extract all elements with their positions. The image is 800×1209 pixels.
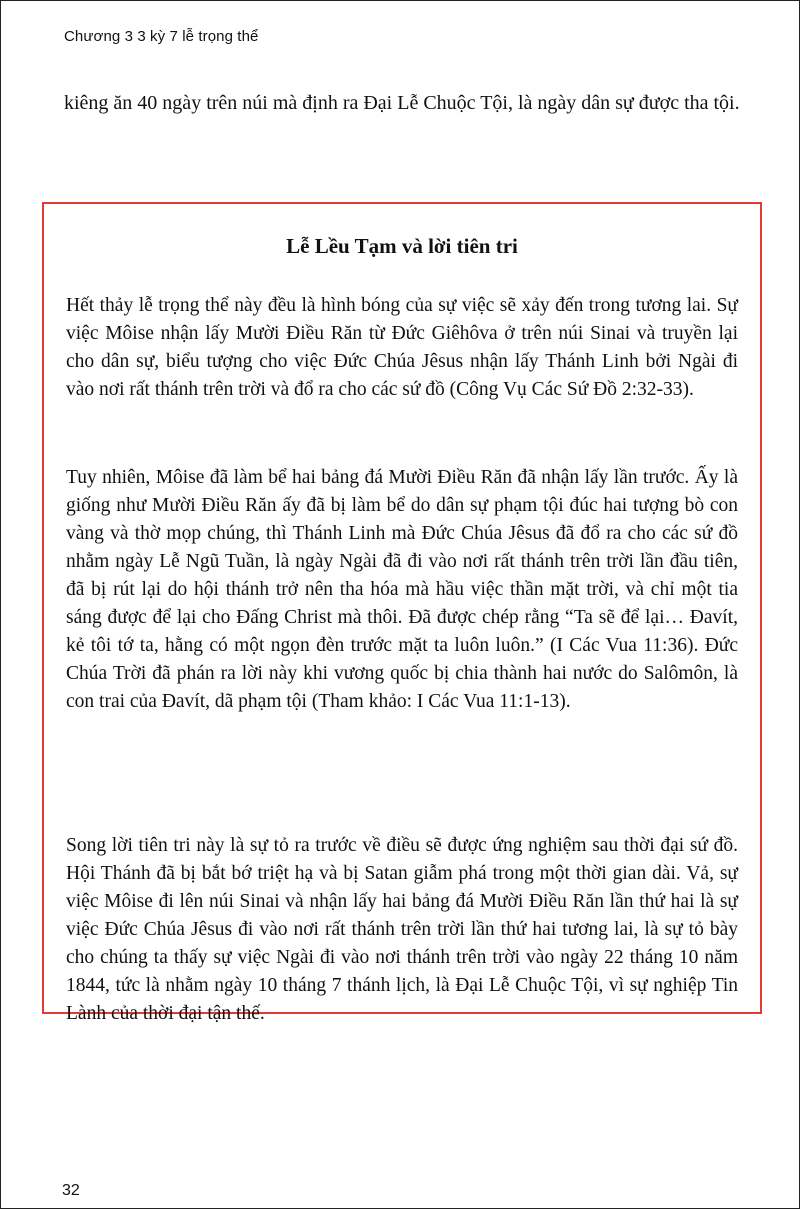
section-paragraph-1: Hết thảy lễ trọng thể này đều là hình bóng của sự việc sẽ xảy đến trong tương lai. Sự việc Môise nhận lấy Mười Điều Răn từ Đức Giêhôva ở trên núi Sinai và truyền lại cho dân sự, biểu tượng cho việc Đức Chúa Jêsus nhận lấy Thánh Linh bởi Ngài đi vào nơi rất thánh trên trời và đổ ra cho các sứ đồ (Công Vụ Các Sứ Đồ 2:32-33). <box>66 295 738 400</box>
running-header: Chương 3 3 kỳ 7 lễ trọng thể <box>64 28 259 45</box>
section-paragraph-2: Tuy nhiên, Môise đã làm bể hai bảng đá Mười Điều Răn đã nhận lấy lần trước. Ấy là giống như Mười Điều Răn ấy đã bị làm bể do dân sự phạm tội đúc hai tượng bò con vàng và thờ mọp chúng, thì Thánh Linh mà Đức Chúa Jêsus đã đổ ra cho các sứ đồ nhằm ngày Lễ Ngũ Tuần, là ngày Ngài đã đi vào nơi rất thánh trên trời lần đầu tiên, đã bị rút lại do hội thánh trở nên tha hóa mà hầu việc thần mặt trời, và chỉ một tia sáng được để lại cho Đấng Christ mà thôi. Đã được chép rằng “Ta sẽ để lại… Đavít, kẻ tôi tớ ta, hằng có một ngọn đèn trước mặt ta luôn luôn.” (I Các Vua 11:36). Đức Chúa Trời đã phán ra lời này khi vương quốc bị chia thành hai nước do Salômôn, là con trai của Đavít, dã phạm tội (Tham khảo: I Các Vua 11:1-13). <box>66 467 738 712</box>
section-title: Lễ Lều Tạm và lời tiên tri <box>286 234 518 258</box>
section-paragraph-3: Song lời tiên tri này là sự tỏ ra trước về điều sẽ được ứng nghiệm sau thời đại sứ đồ. Hội Thánh đã bị bắt bớ triệt hạ và bị Satan giẫm phá trong một thời gian dài. Vả, sự việc Môise đi lên núi Sinai và nhận lấy hai bảng đá Mười Điều Răn lần thứ hai là sự việc Đức Chúa Jêsus đi vào nơi rất thánh trên trời lần thứ hai tương lai, là sự tỏ bày cho chúng ta thấy sự việc Ngài đi vào nơi thánh trên trời vào ngày 22 tháng 10 năm 1844, tức là nhằm ngày 10 tháng 7 thánh lịch, là Đại Lễ Chuộc Tội, vì sự nghiệp Tin Lành của thời đại tận thế. <box>66 835 738 1024</box>
intro-paragraph: kiêng ăn 40 ngày trên núi mà định ra Đại Lễ Chuộc Tội, là ngày dân sự được tha tội. <box>64 92 740 114</box>
page-number: 32 <box>62 1182 80 1199</box>
highlighted-section-box <box>42 202 762 1024</box>
